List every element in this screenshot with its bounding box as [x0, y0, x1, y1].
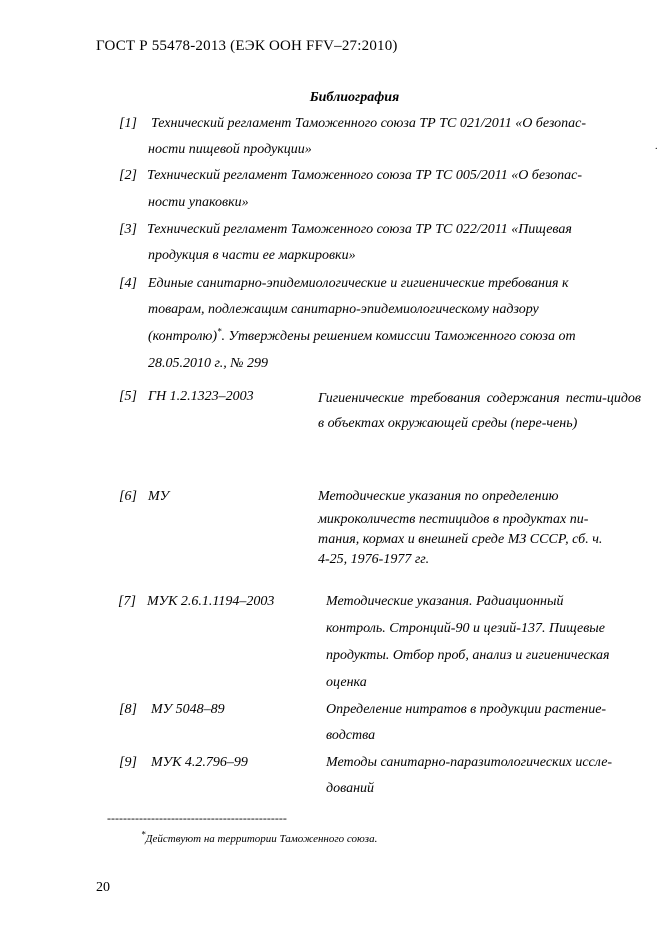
- entry-code: ГН 1.2.1323–2003: [148, 389, 254, 404]
- document-header: ГОСТ Р 55478-2013 (ЕЭК ООН FFV–27:2010): [96, 38, 398, 54]
- entry-line: дований: [326, 781, 375, 796]
- footnote-marker: *: [217, 326, 222, 337]
- entry-number: [4]: [119, 276, 137, 291]
- entry-code: МУК 4.2.796–99: [151, 755, 248, 770]
- entry-line: продукция в части ее маркировки»: [148, 248, 356, 263]
- footnote-text: Действуют на территории Таможенного союза.: [145, 833, 378, 845]
- entry-number: [2]: [119, 168, 137, 183]
- entry-text: (контролю): [148, 329, 218, 344]
- entry-line: оценка: [326, 675, 367, 690]
- entry-line: Технический регламент Таможенного союза ТР ТС 021/2011 «О безопас-: [151, 116, 587, 131]
- entry-code: МУ 5048–89: [151, 702, 225, 717]
- entry-number: [3]: [119, 222, 137, 237]
- entry-line: Технический регламент Таможенного союза ТР ТС 005/2011 «О безопас-: [147, 168, 583, 183]
- entry-code: МУК 2.6.1.1194–2003: [147, 594, 275, 609]
- entry-number: [1]: [119, 116, 137, 131]
- entry-line: Единые санитарно-эпидемиологические и гигиенические требования к: [148, 276, 569, 291]
- page-number: 20: [96, 880, 110, 895]
- entry-line: продукты. Отбор проб, анализ и гигиеническая: [326, 648, 610, 663]
- edge-mark: .: [655, 141, 658, 152]
- footnote-separator: ---------------------------------------------: [107, 811, 287, 825]
- entry-text: . Утверждены решением комиссии Таможенного союза от: [221, 329, 576, 344]
- entry-code: МУ: [148, 489, 170, 504]
- entry-number: [8]: [119, 702, 137, 717]
- entry-line: Методические указания по определению: [318, 489, 559, 504]
- entry-line: контроль. Стронций-90 и цезий-137. Пищевые: [326, 621, 605, 636]
- entry-line: товарам, подлежащим санитарно-эпидемиологическому надзору: [148, 302, 539, 317]
- entry-number: [6]: [119, 489, 137, 504]
- entry-line: Методы санитарно-паразитологических иссле-: [326, 755, 613, 770]
- bibliography-title: Библиография: [309, 90, 400, 105]
- entry-line: 28.05.2010 г., № 299: [148, 356, 268, 371]
- entry-line: тания, кормах и внешней среде МЗ СССР, сб. ч.: [318, 532, 603, 547]
- entry-number: [9]: [119, 755, 137, 770]
- entry-line: [148, 326, 576, 345]
- entry-line: Методические указания. Радиационный: [326, 594, 564, 609]
- entry-line: ности упаковки»: [148, 195, 249, 210]
- entry-line: 4-25, 1976-1977 гг.: [318, 552, 430, 567]
- entry-number: [5]: [119, 389, 137, 404]
- entry-line: Определение нитратов в продукции растение-: [326, 702, 607, 717]
- entry-description: Гигиенические требования содержания пести-цидов в объектах окружающей среды (пере-чень): [318, 391, 641, 431]
- footnote: [141, 829, 378, 845]
- footnote-marker: *: [141, 829, 146, 840]
- entry-number: [7]: [118, 594, 136, 609]
- entry-line: микроколичеств пестицидов в продуктах пи-: [318, 512, 589, 527]
- entry-line: ности пищевой продукции»: [148, 142, 312, 157]
- entry-line: водства: [326, 728, 376, 743]
- entry-line: Технический регламент Таможенного союза ТР ТС 022/2011 «Пищевая: [147, 222, 572, 237]
